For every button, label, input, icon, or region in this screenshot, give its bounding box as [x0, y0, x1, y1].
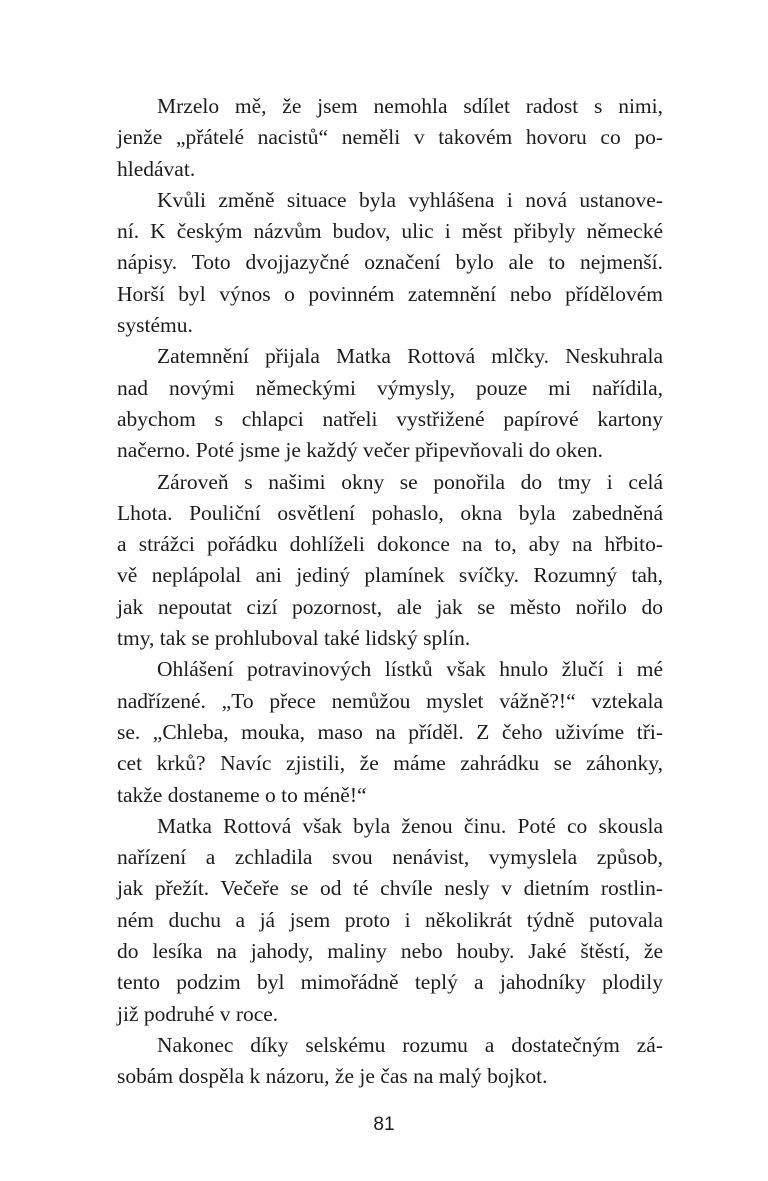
paragraph-5 [117, 654, 663, 810]
text-line: Nakonec díky selskému rozumu a dostatečným zá- [157, 1032, 663, 1057]
text-line: Kvůli změně situace byla vyhlášena i nová ustanove- [157, 187, 663, 212]
paragraph-1 [117, 91, 663, 185]
paragraph-4 [117, 467, 663, 655]
text-line: takže dostaneme o to méně!“ [117, 782, 367, 807]
text-line: do lesíka na jahody, maliny nebo houby. Jaké štěstí, že [117, 939, 663, 964]
text-line: nadřízené. „To přece nemůžou myslet vážně?!“ vztekala [117, 688, 663, 713]
text-line: se. „Chleba, mouka, maso na příděl. Z čeho uživíme tři- [117, 719, 663, 744]
text-line: nápisy. Toto dvojjazyčné označení bylo ale to nejmenší. [117, 250, 663, 275]
text-line: jak přežít. Večeře se od té chvíle nesly v dietním rostlin- [117, 876, 663, 901]
text-line: jak nepoutat cizí pozornost, ale jak se město nořilo do [117, 594, 663, 619]
text-line: Horší byl výnos o povinném zatemnění nebo přídělovém [117, 281, 663, 306]
text-line: jenže „přátelé nacistů“ neměli v takovém hovoru co po- [117, 125, 663, 150]
text-line: tmy, tak se prohluboval také lidský splín. [117, 626, 471, 651]
paragraph-3 [117, 341, 663, 466]
text-line: cet krků? Navíc zjistili, že máme zahrádku se záhonky, [117, 751, 663, 776]
text-line: tento podzim byl mimořádně teplý a jahodníky plodily [117, 970, 663, 995]
text-line: Lhota. Pouliční osvětlení pohaslo, okna byla zabedněná [117, 500, 663, 525]
text-line: sobám dospěla k názoru, že je čas na malý bojkot. [117, 1064, 548, 1089]
text-line: vě neplápolal ani jediný plamínek svíčky. Rozumný tah, [117, 563, 663, 588]
text-line: ném duchu a já jsem proto i několikrát týdně putovala [117, 907, 663, 932]
text-line: systému. [117, 313, 193, 338]
text-line: Zároveň s našimi okny se ponořila do tmy i celá [157, 469, 663, 494]
paragraph-6 [117, 811, 663, 1030]
text-line: nařízení a zchladila svou nenávist, vymyslela způsob, [117, 845, 663, 870]
text-line: Zatemnění přijala Matka Rottová mlčky. Neskuhrala [157, 344, 663, 369]
text-line: a strážci pořádku dohlíželi dokonce na to, aby na hřbito- [117, 532, 663, 557]
text-line: Mrzelo mě, že jsem nemohla sdílet radost s nimi, [157, 94, 663, 118]
text-line: ní. K českým názvům budov, ulic i měst přibyly německé [117, 219, 663, 244]
text-line: již podruhé v roce. [117, 1001, 279, 1026]
body-text [117, 91, 663, 1093]
text-line: abychom s chlapci natřeli vystřižené papírové kartony [117, 406, 663, 431]
paragraph-7 [117, 1030, 663, 1093]
page-number: 81 [373, 1114, 395, 1135]
paragraph-2 [117, 185, 663, 341]
text-line: Matka Rottová však byla ženou činu. Poté co skousla [157, 813, 663, 838]
text-line: hledávat. [117, 156, 196, 181]
text-line: nad novými německými výmysly, pouze mi nařídila, [117, 375, 663, 400]
text-line: Ohlášení potravinových lístků však hnulo žlučí i mé [157, 657, 663, 682]
text-line: načerno. Poté jsme je každý večer připevňovali do oken. [117, 438, 603, 463]
